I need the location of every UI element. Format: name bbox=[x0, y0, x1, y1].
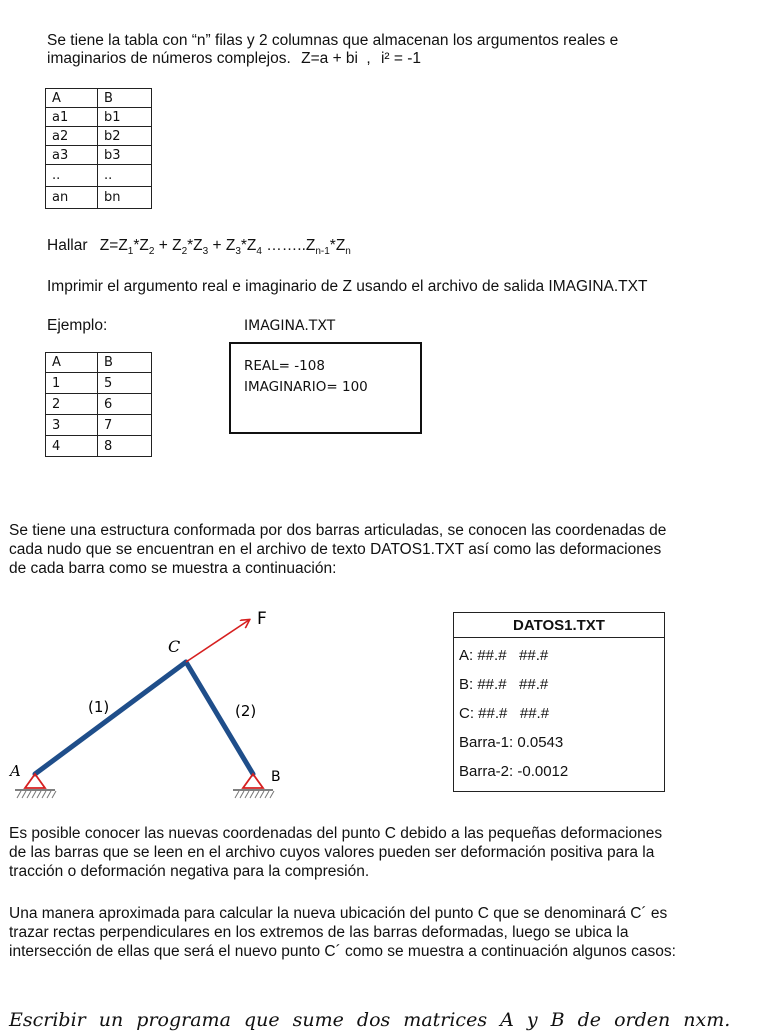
truss-diagram bbox=[0, 598, 300, 810]
problem1-intro-line2 bbox=[47, 49, 421, 68]
intro-line: de cada barra como se muestra a continuación: bbox=[9, 560, 337, 577]
label-bar2: (2) bbox=[235, 702, 257, 720]
deformation-paragraph bbox=[9, 824, 761, 881]
table-row bbox=[46, 373, 152, 394]
datos-row-b: B: ##.# ##.# bbox=[459, 676, 549, 693]
table-cell: a2 bbox=[46, 127, 98, 146]
datos1-file-box bbox=[453, 612, 665, 792]
table-row bbox=[46, 146, 152, 165]
table-row bbox=[46, 436, 152, 457]
bar-1 bbox=[35, 662, 186, 774]
table-row bbox=[46, 394, 152, 415]
problem1-intro-line1: Se tiene la tabla con “n” filas y 2 columnas que almacenan los argumentos reales e bbox=[47, 32, 619, 49]
paragraph-line: trazar rectas perpendiculares en los extremos de las barras deformadas, luego se ubica la bbox=[9, 924, 629, 941]
intro-line: Se tiene una estructura conformada por dos barras articuladas, se conocen las coordenadas de bbox=[9, 522, 667, 539]
table-cell: 2 bbox=[46, 394, 98, 415]
datos-row-c: C: ##.# ##.# bbox=[459, 705, 550, 722]
table-header: B bbox=[98, 353, 152, 373]
label-f: F bbox=[257, 609, 267, 629]
problem3-statement: Escribir un programa que sume dos matrices A y B de orden nxm. bbox=[9, 1009, 731, 1031]
paragraph-line: Una manera aproximada para calcular la nueva ubicación del punto C que se denominará C´ es bbox=[9, 905, 668, 922]
comma: , bbox=[366, 50, 371, 67]
label-bar1: (1) bbox=[88, 698, 110, 716]
table-row bbox=[46, 187, 152, 209]
table-cell: 8 bbox=[98, 436, 152, 457]
output-real: REAL= -108 bbox=[244, 358, 325, 374]
support-a bbox=[15, 774, 56, 798]
table-row bbox=[46, 108, 152, 127]
label-a: A bbox=[10, 762, 21, 780]
output-file-box bbox=[229, 342, 422, 434]
datos-row-barra2: Barra-2: -0.0012 bbox=[459, 763, 569, 780]
label-b: B bbox=[271, 769, 281, 785]
table-cell: .. bbox=[46, 165, 98, 187]
table-cell: 5 bbox=[98, 373, 152, 394]
table-cell: an bbox=[46, 187, 98, 209]
table-cell: a1 bbox=[46, 108, 98, 127]
force-arrow bbox=[186, 620, 249, 662]
hallar-formula bbox=[47, 236, 351, 261]
paragraph-line: de las barras que se leen en el archivo cuyos valores pueden ser deformación positiva para la bbox=[9, 844, 655, 861]
output-file-label: IMAGINA.TXT bbox=[244, 318, 336, 334]
problem2-intro bbox=[9, 521, 759, 578]
complex-args-table bbox=[45, 88, 152, 209]
table-cell: b1 bbox=[98, 108, 152, 127]
complex-form: Z=a + bi bbox=[301, 50, 358, 67]
hallar-label: Hallar bbox=[47, 237, 88, 254]
support-b bbox=[233, 774, 274, 798]
intro-line: cada nudo que se encuentran en el archivo de texto DATOS1.TXT así como las deformaciones bbox=[9, 541, 662, 558]
table-header: A bbox=[46, 89, 98, 108]
table-header: A bbox=[46, 353, 98, 373]
table-cell: 1 bbox=[46, 373, 98, 394]
table-row bbox=[46, 415, 152, 436]
table-cell: b2 bbox=[98, 127, 152, 146]
table-cell: bn bbox=[98, 187, 152, 209]
table-cell: b3 bbox=[98, 146, 152, 165]
example-table bbox=[45, 352, 152, 457]
table-row bbox=[46, 165, 152, 187]
table-cell: 7 bbox=[98, 415, 152, 436]
imaginary-unit: i² = -1 bbox=[380, 50, 421, 67]
table-cell: .. bbox=[98, 165, 152, 187]
approximation-paragraph bbox=[9, 904, 761, 961]
datos1-title: DATOS1.TXT bbox=[454, 613, 664, 638]
table-cell: 3 bbox=[46, 415, 98, 436]
paragraph-line: intersección de ellas que será el nuevo punto C´ como se muestra a continuación algunos casos: bbox=[9, 943, 676, 960]
intro-text: imaginarios de números complejos. bbox=[47, 50, 291, 67]
table-cell: 4 bbox=[46, 436, 98, 457]
table-header-row bbox=[46, 353, 152, 373]
table-cell: 6 bbox=[98, 394, 152, 415]
imprimir-text: Imprimir el argumento real e imaginario de Z usando el archivo de salida IMAGINA.TXT bbox=[47, 278, 648, 295]
formula: $Z=Z_1*Z_2 + Z_2*Z_3 + Z_3*Z_4$ $\dots\dots..Z_{n-1}*Z_n$ bbox=[99, 237, 351, 258]
ejemplo-label: Ejemplo: bbox=[47, 317, 108, 334]
paragraph-line: tracción o deformación negativa para la compresión. bbox=[9, 863, 370, 880]
table-cell: a3 bbox=[46, 146, 98, 165]
output-imaginary: IMAGINARIO= 100 bbox=[244, 379, 368, 395]
datos-row-barra1: Barra-1: 0.0543 bbox=[459, 734, 564, 751]
datos-row-a: A: ##.# ##.# bbox=[459, 647, 549, 664]
label-c: C bbox=[168, 637, 181, 656]
table-header-row bbox=[46, 89, 152, 108]
paragraph-line: Es posible conocer las nuevas coordenadas del punto C debido a las pequeñas deformaciones bbox=[9, 825, 663, 842]
table-row bbox=[46, 127, 152, 146]
table-header: B bbox=[98, 89, 152, 108]
